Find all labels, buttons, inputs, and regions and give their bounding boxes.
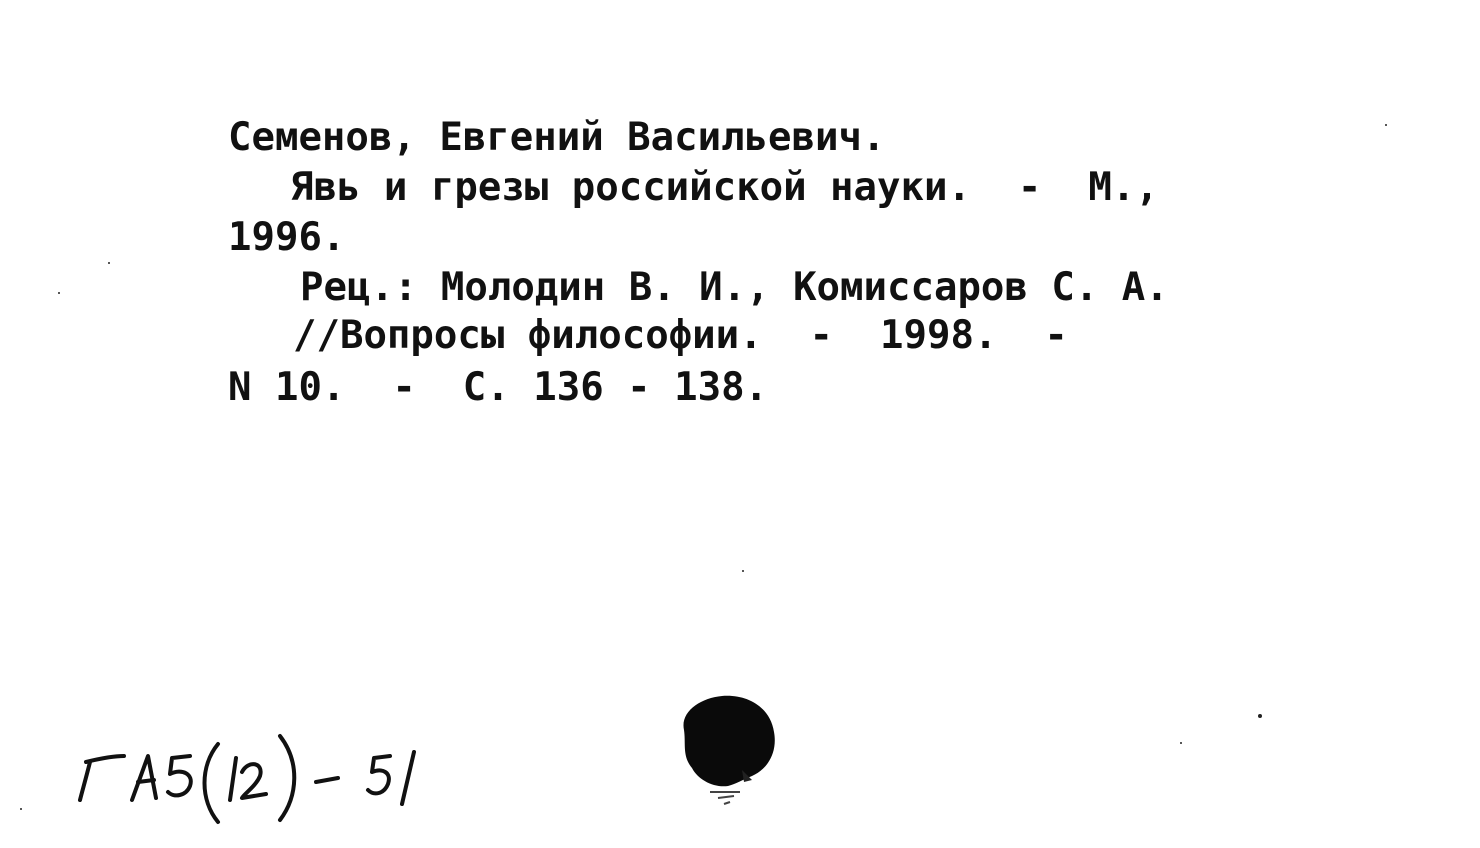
ink-stamp-blot xyxy=(670,692,780,812)
scan-speck xyxy=(58,292,60,294)
author-line: Семенов, Евгений Васильевич. xyxy=(228,115,886,160)
scan-speck xyxy=(1385,124,1387,126)
year-line: 1996. xyxy=(228,215,346,260)
scan-speck xyxy=(1180,742,1182,744)
handwritten-shelfmark xyxy=(72,722,442,832)
title-line: Явь и грезы российской науки. - М., xyxy=(290,165,1159,210)
scan-speck xyxy=(1258,714,1262,718)
review-line: Рец.: Молодин В. И., Комиссаров С. А. xyxy=(300,265,1169,310)
pages-line: N 10. - С. 136 - 138. xyxy=(228,365,769,410)
scan-speck xyxy=(108,262,110,264)
scan-speck xyxy=(742,570,744,572)
journal-line: //Вопросы философии. - 1998. - xyxy=(293,313,1068,358)
scan-speck xyxy=(20,808,22,810)
